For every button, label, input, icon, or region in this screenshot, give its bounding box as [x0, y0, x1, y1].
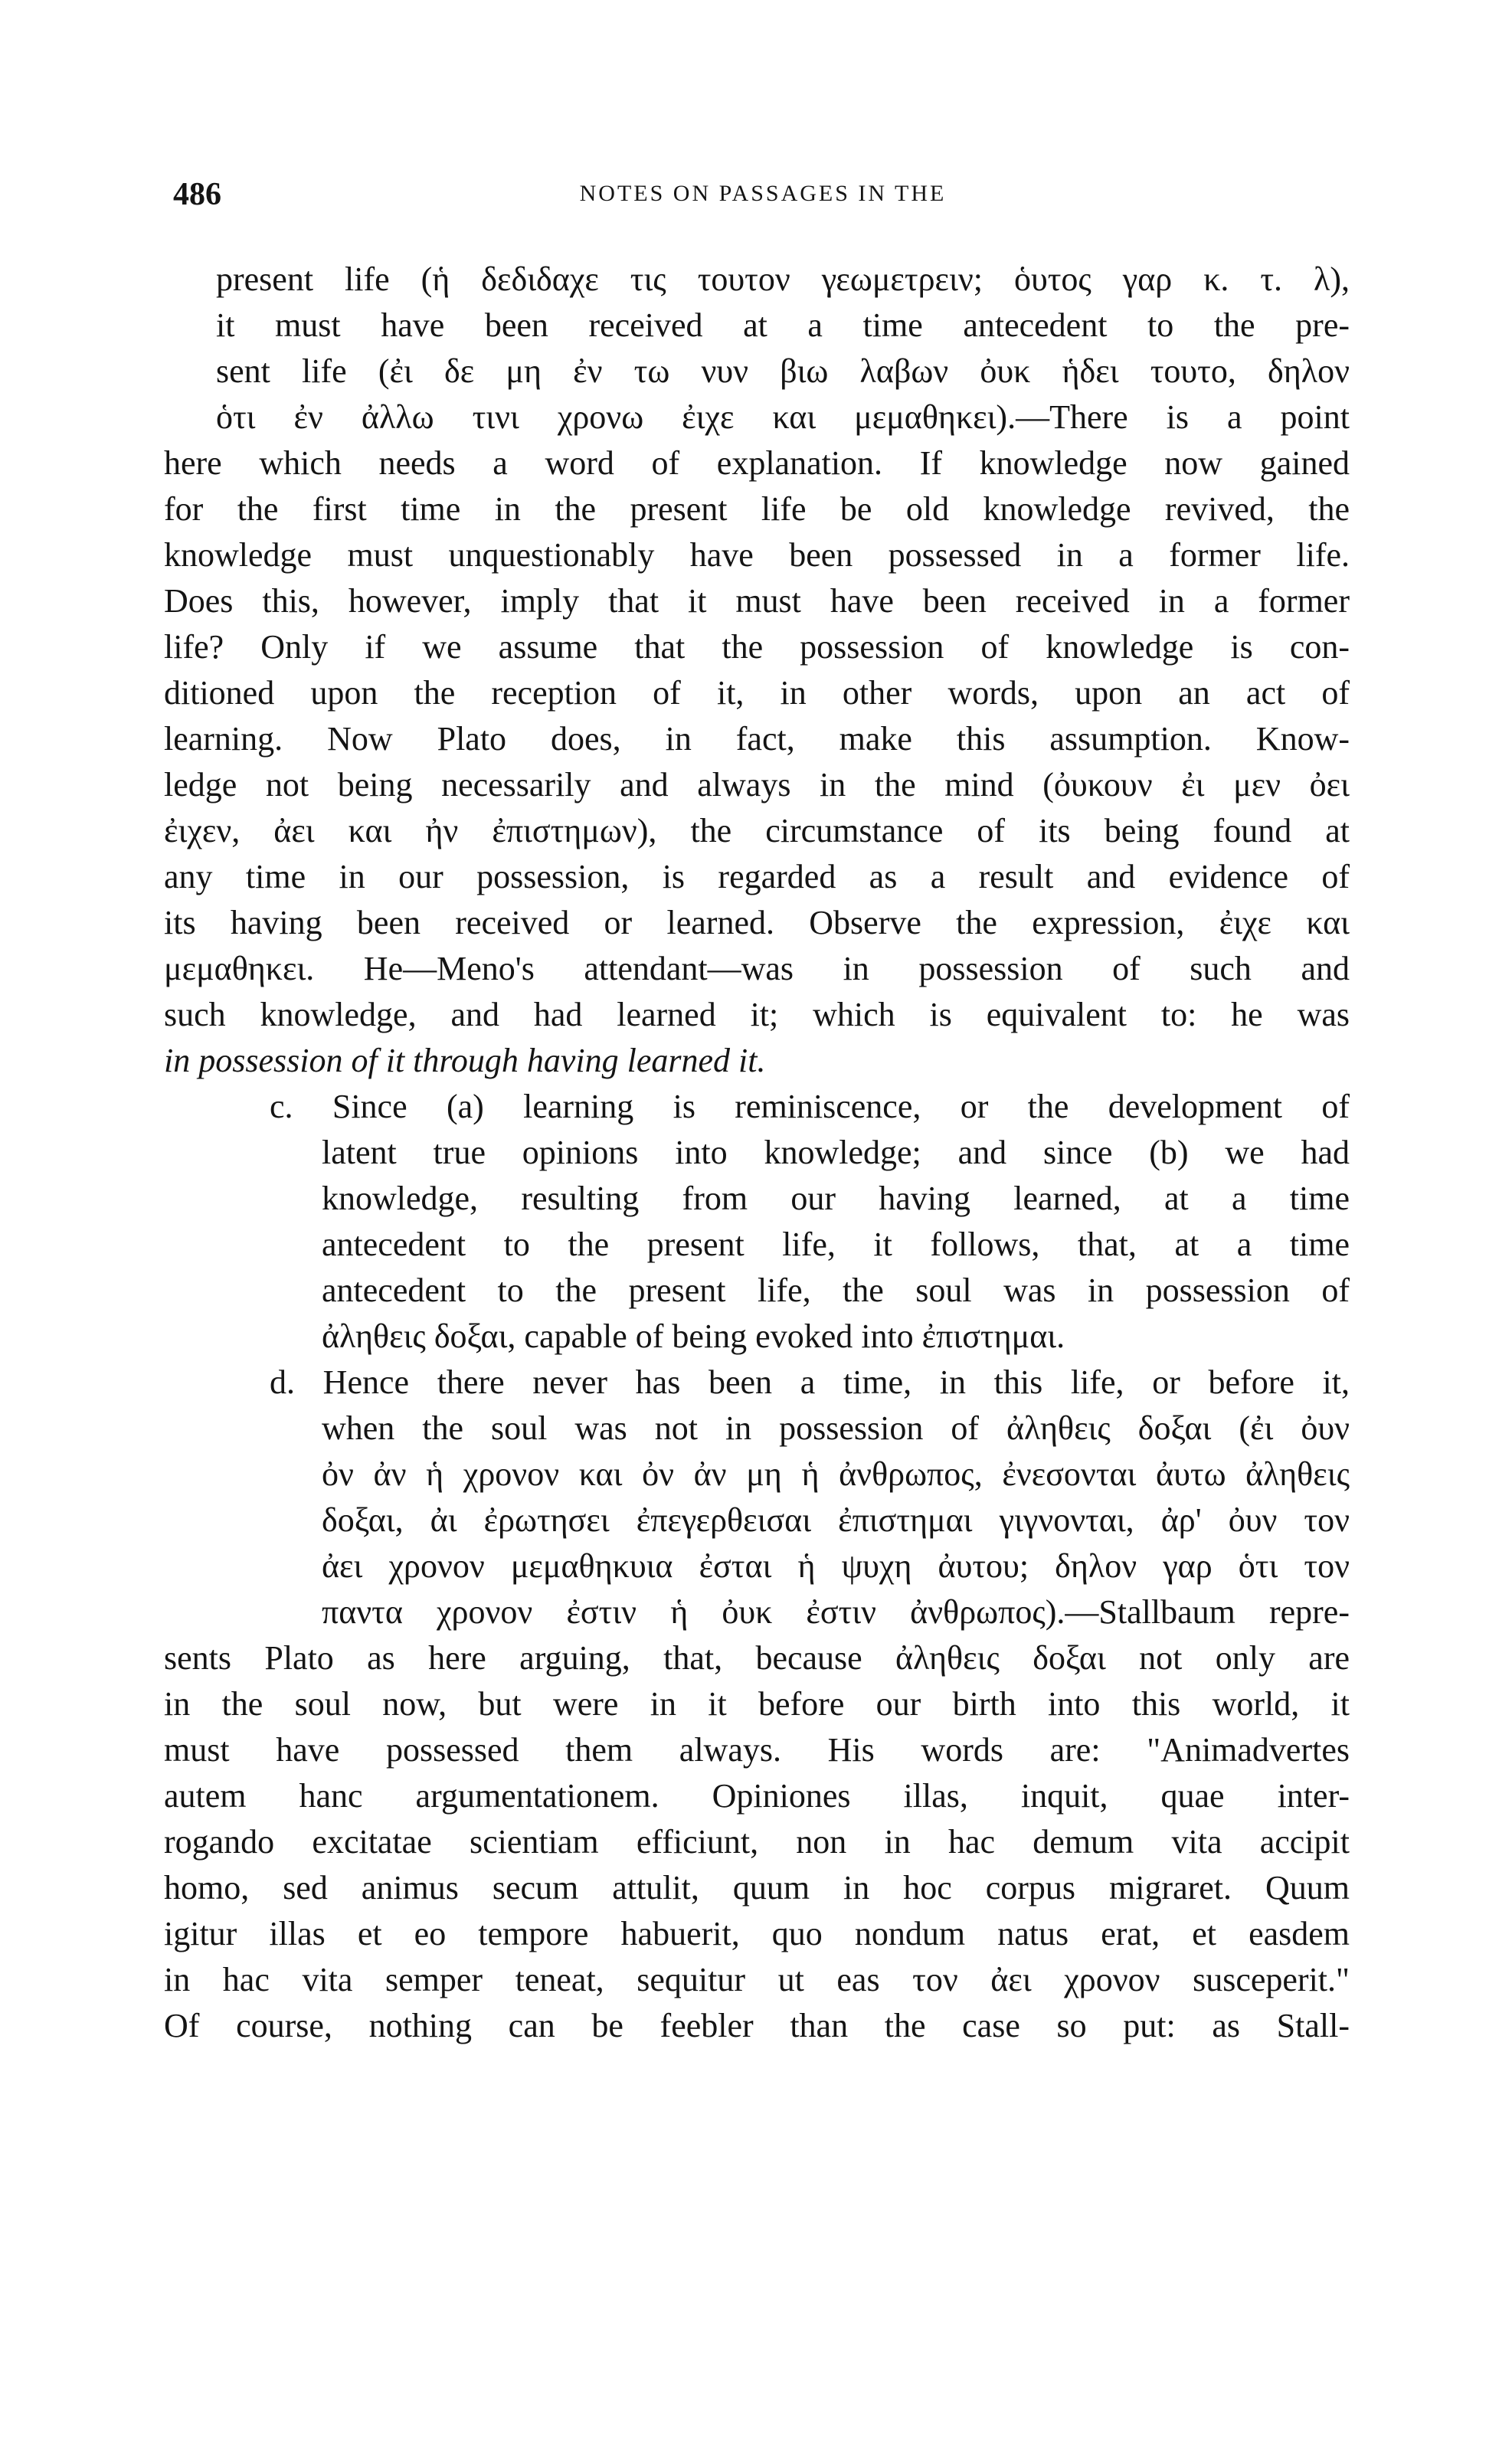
text-line: Does this, however, imply that it must have been received in a former — [164, 582, 1350, 620]
text-line: its having been received or learned. Observe the expression, ἐιχε και — [164, 904, 1350, 941]
text-line: d. Hence there never has been a time, in this life, or before it, — [270, 1363, 1350, 1401]
text-line: ἐιχεν, ἀει και ἠν ἐπιστημων), the circumstance of its being found at — [164, 812, 1350, 849]
text-line: when the soul was not in possession of ἀληθεις δοξαι (ἐι ὀυν — [322, 1409, 1350, 1447]
text-line: in the soul now, but were in it before our birth into this world, it — [164, 1685, 1350, 1723]
text-line: life? Only if we assume that the possession of knowledge is con- — [164, 628, 1350, 666]
text-line: in hac vita semper teneat, sequitur ut eas τον ἀει χρονον susceperit." — [164, 1961, 1350, 1998]
text-line: sents Plato as here arguing, that, because ἀληθεις δοξαι not only are — [164, 1639, 1350, 1677]
text-line: ledge not being necessarily and always in the mind (ὀυκουν ἐι μεν ὀει — [164, 766, 1350, 804]
text-line: learning. Now Plato does, in fact, make this assumption. Know- — [164, 720, 1350, 758]
page-number: 486 — [173, 177, 221, 212]
text-line: antecedent to the present life, it follows, that, at a time — [322, 1226, 1350, 1263]
text-line: ἀληθεις δοξαι, capable of being evoked into ἐπιστημαι. — [322, 1317, 1065, 1355]
text-line: igitur illas et eo tempore habuerit, quo nondum natus erat, et easdem — [164, 1915, 1350, 1952]
text-line: latent true opinions into knowledge; and since (b) we had — [322, 1134, 1350, 1171]
text-line: rogando excitatae scientiam efficiunt, non in hac demum vita accipit — [164, 1823, 1350, 1861]
text-line: antecedent to the present life, the soul was in possession of — [322, 1272, 1350, 1309]
running-head: NOTES ON PASSAGES IN THE — [579, 181, 947, 206]
text-line: ὀν ἀν ἡ χρονον και ὀν ἀν μη ἡ ἀνθρωπος, ἐνεσονται ἀυτω ἀληθεις — [322, 1455, 1350, 1493]
text-line: such knowledge, and had learned it; which is equivalent to: he was — [164, 996, 1350, 1033]
text-line: Of course, nothing can be feebler than the case so put: as Stall- — [164, 2007, 1350, 2044]
text-line: μεμαθηκει. He—Meno's attendant—was in possession of such and — [164, 950, 1350, 987]
text-line: knowledge, resulting from our having learned, at a time — [322, 1180, 1350, 1217]
page-header — [173, 176, 1353, 222]
text-line: here which needs a word of explanation. If knowledge now gained — [164, 444, 1350, 482]
text-line: παντα χρονον ἐστιν ἡ ὀυκ ἐστιν ἀνθρωπος).—Stallbaum repre- — [322, 1593, 1350, 1631]
text-line: ὁτι ἐν ἀλλω τινι χρονω ἐιχε και μεμαθηκει).—There is a point — [216, 398, 1350, 436]
text-line: in possession of it through having learned it. — [164, 1042, 766, 1079]
text-line: present life (ἡ δεδιδαχε τις τουτον γεωμετρειν; ὁυτος γαρ κ. τ. λ), — [216, 260, 1350, 298]
text-line: ἀει χρονον μεμαθηκυια ἐσται ἡ ψυχη ἀυτου; δηλον γαρ ὁτι τον — [322, 1547, 1350, 1585]
text-line: autem hanc argumentationem. Opiniones illas, inquit, quae inter- — [164, 1777, 1350, 1815]
text-line: c. Since (a) learning is reminiscence, or the development of — [270, 1088, 1350, 1125]
text-line: δοξαι, ἀι ἐρωτησει ἐπεγερθεισαι ἐπιστημαι γιγνονται, ἀρ' ὀυν τον — [322, 1501, 1350, 1539]
text-line: homo, sed animus secum attulit, quum in hoc corpus migraret. Quum — [164, 1869, 1350, 1907]
text-line: for the first time in the present life be old knowledge revived, the — [164, 490, 1350, 528]
text-line: must have possessed them always. His words are: "Animadvertes — [164, 1731, 1350, 1769]
text-line: it must have been received at a time antecedent to the pre- — [216, 306, 1350, 344]
text-line: sent life (ἐι δε μη ἐν τω νυν βιω λαβων ὀυκ ἡδει τουτο, δηλον — [216, 352, 1350, 390]
text-line: knowledge must unquestionably have been possessed in a former life. — [164, 536, 1350, 574]
text-line: ditioned upon the reception of it, in other words, upon an act of — [164, 674, 1350, 712]
text-line: any time in our possession, is regarded as a result and evidence of — [164, 858, 1350, 895]
